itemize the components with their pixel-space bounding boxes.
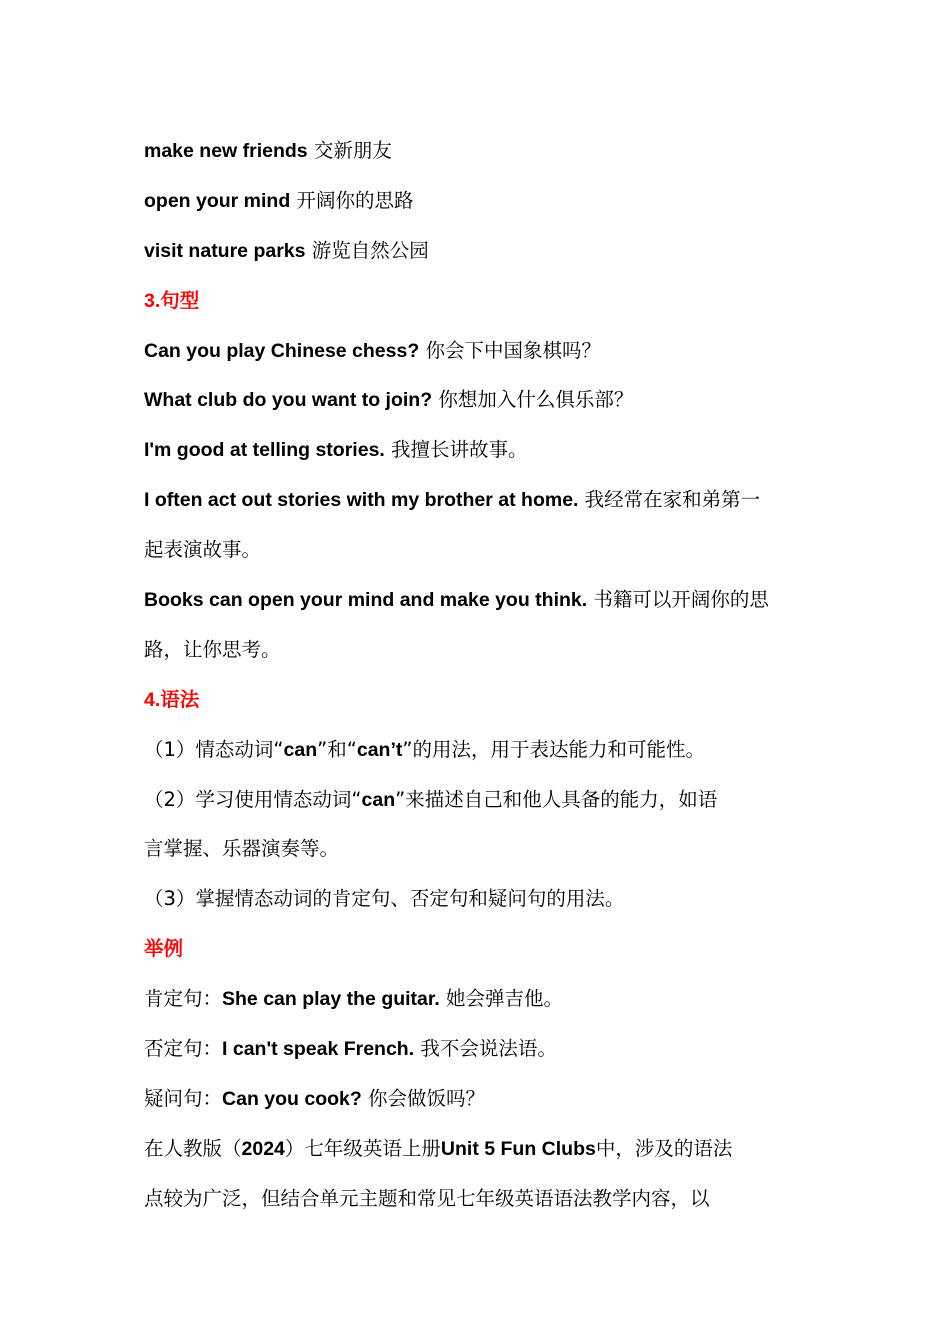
section-number: 3. (144, 289, 161, 312)
sentence-line (144, 375, 808, 425)
section-heading-sentence-patterns (144, 276, 808, 326)
example-english: Can you cook? (222, 1087, 362, 1110)
sentence-chinese: 你想加入什么俱乐部？ (438, 388, 634, 412)
sentence-line-continued (144, 525, 808, 575)
sentence-english: What club do you want to join? (144, 389, 433, 412)
grammar-point-continued (144, 824, 808, 874)
grammar-text: （3）掌握情态动词的肯定句、否定句和疑问句的用法。 (144, 887, 625, 911)
sentence-line (144, 326, 808, 376)
example-label: 肯定句： (144, 987, 223, 1011)
phrase-chinese: 开阔你的思路 (296, 188, 414, 212)
phrase-english: visit nature parks (144, 239, 306, 262)
document-body (144, 126, 808, 1224)
sentence-english: I often act out stories with my brother at home. (144, 489, 579, 512)
grammar-point (144, 725, 808, 775)
section-title: 句型 (160, 288, 200, 312)
phrase-chinese: 游览自然公园 (311, 238, 429, 262)
sentence-line-continued (144, 625, 808, 675)
grammar-text: （2）学习使用情态动词“ (144, 787, 362, 811)
closing-text: 在人教版（ (144, 1136, 242, 1160)
example-label: 疑问句： (144, 1086, 223, 1110)
section-title: 举例 (144, 937, 184, 961)
grammar-text: ”和“ (317, 737, 357, 761)
closing-text: 点较为广泛，但结合单元主题和常见七年级英语语法教学内容，以 (144, 1186, 710, 1210)
grammar-text: （1）情态动词“ (144, 737, 284, 761)
sentence-chinese-continued: 路，让你思考。 (144, 637, 281, 661)
sentence-english: Can you play Chinese chess? (144, 339, 420, 362)
phrase-chinese: 交新朋友 (313, 139, 392, 162)
closing-year: 2024 (241, 1137, 285, 1160)
sentence-chinese: 你会下中国象棋吗？ (425, 338, 601, 362)
phrase-english: open your mind (144, 189, 291, 212)
example-english: I can't speak French. (222, 1038, 415, 1061)
sentence-line (144, 575, 808, 625)
closing-text: 中，涉及的语法 (595, 1136, 733, 1160)
example-line (144, 1074, 808, 1124)
grammar-keyword: can (283, 738, 318, 761)
sentence-line (144, 425, 808, 475)
sentence-line (144, 475, 808, 525)
section-title: 语法 (160, 687, 200, 711)
section-number: 4. (144, 688, 161, 711)
example-chinese: 她会弹吉他。 (446, 987, 564, 1011)
section-heading-grammar (144, 675, 808, 725)
sentence-chinese: 书籍可以开阔你的思 (593, 588, 769, 612)
closing-unit-title: Unit 5 Fun Clubs (440, 1137, 596, 1160)
sentence-chinese-continued: 起表演故事。 (144, 538, 262, 562)
grammar-point (144, 874, 808, 924)
grammar-point (144, 775, 808, 825)
phrase-english: make new friends (144, 140, 308, 162)
grammar-text: ”来描述自己和他人具备的能力，如语 (395, 787, 718, 811)
example-line (144, 974, 808, 1024)
phrase-line (144, 226, 808, 276)
closing-paragraph (144, 1124, 808, 1174)
example-chinese: 你会做饭吗？ (368, 1086, 486, 1110)
closing-text: ）七年级英语上册 (284, 1136, 441, 1160)
grammar-keyword: can’t (356, 738, 403, 761)
grammar-text: ”的用法，用于表达能力和可能性。 (402, 737, 705, 761)
section-heading-examples (144, 924, 808, 974)
grammar-keyword: can (361, 788, 396, 811)
grammar-text: 言掌握、乐器演奏等。 (144, 837, 340, 861)
phrase-line (144, 126, 808, 176)
sentence-chinese: 我经常在家和弟第一 (584, 488, 761, 512)
closing-paragraph-continued (144, 1174, 808, 1224)
sentence-english: Books can open your mind and make you think. (144, 589, 588, 612)
sentence-english: I'm good at telling stories. (144, 439, 385, 462)
sentence-chinese: 我擅长讲故事。 (391, 438, 528, 462)
phrase-line (144, 176, 808, 226)
example-line (144, 1024, 808, 1074)
example-chinese: 我不会说法语。 (420, 1037, 557, 1061)
example-label: 否定句： (144, 1037, 223, 1061)
example-english: She can play the guitar. (222, 988, 440, 1011)
